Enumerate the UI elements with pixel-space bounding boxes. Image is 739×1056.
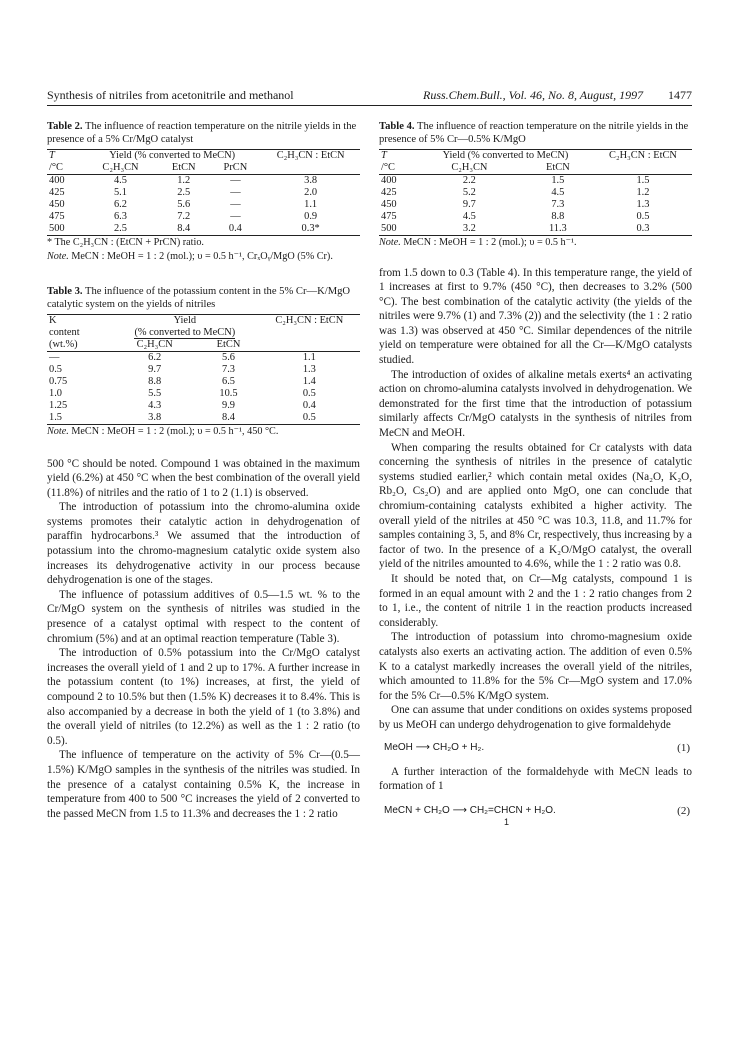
table3-caption: Table 3. The influence of the potassium content in the 5% Cr—K/MgO catalytic system on the yields of nitriles xyxy=(47,286,351,310)
table2 xyxy=(47,149,360,236)
table-cell: 1.3 xyxy=(302,364,316,375)
table-row xyxy=(47,364,360,376)
table4-note: Note. MeCN : MeOH = 1 : 2 (mol.); υ = 0.5 h⁻¹. xyxy=(379,237,577,248)
table-cell: 0.5 xyxy=(302,388,316,399)
t2-h-c2: EtCN xyxy=(158,162,210,175)
table2-note: Note. MeCN : MeOH = 1 : 2 (mol.); υ = 0.5 h⁻¹, CrₓOᵧ/MgO (5% Cr). xyxy=(47,250,333,262)
table-cell: 4.5 xyxy=(551,187,565,198)
table-cell: — xyxy=(49,352,60,363)
page-number: 1477 xyxy=(668,88,692,102)
table-row xyxy=(379,223,692,236)
table-cell: — xyxy=(230,211,241,222)
table3: K Yield C₂H₃CN : EtCN content (% converted to MeCN) (wt.%) C₂H₃CN EtCN — 6.2 5.6 1.1 0.5 9.7 7.3 1.3 0.75 8.8 6.5 1.4 1.0 5.5 10.5 0.5 1.25 4.3 9.9 0.4 1.5 3.8 8.4 0.5 xyxy=(47,314,360,425)
table-cell: 11.3 xyxy=(522,223,594,236)
table-cell: 1.2 xyxy=(636,187,650,198)
table-cell: 475 xyxy=(381,211,397,222)
table-cell: 8.8 xyxy=(551,211,565,222)
table-cell: 7.2 xyxy=(177,211,191,222)
table-cell: 6.2 xyxy=(148,352,162,363)
table-cell: 3.8 xyxy=(304,175,318,186)
table4-caption: Table 4. The influence of reaction temperature on the nitrile yields in the presence of 5% Cr—0.5% K/MgO xyxy=(379,121,689,145)
table-cell: 4.3 xyxy=(148,400,162,411)
paragraph: The introduction of potassium into the chromo-alumina oxide systems promotes their catalytic action in dehydrogenation of paraffin hydrocarbons.³ We assumed that the introduction of potassium into the chromo-magnesium catalytic oxide system also increases its dehydrogenative activity in our process because dehydrogenation is one of the stages. xyxy=(47,501,360,587)
table-row xyxy=(47,388,360,400)
equation-2: MeCN + CH₂O ⟶ CH₂=CHCN + H₂O. (2) 1 xyxy=(384,804,690,827)
table2-footnote: * The C₂H₃CN : (EtCN + PrCN) ratio. xyxy=(47,237,204,248)
after-eq1-text: A further interaction of the formaldehyde with MeCN leads to formation of 1 xyxy=(379,765,692,793)
table-cell: 6.2 xyxy=(113,199,127,210)
left-column xyxy=(47,120,360,821)
table-cell: 425 xyxy=(49,187,65,198)
table-cell: 2.2 xyxy=(462,175,476,186)
table-cell: 1.0 xyxy=(49,388,62,399)
header-rule xyxy=(47,105,692,106)
table-cell: 500 xyxy=(379,223,417,236)
table-cell: 5.5 xyxy=(148,388,162,399)
table-cell: 450 xyxy=(381,199,397,210)
table-cell: 5.1 xyxy=(113,187,127,198)
header-journal: Russ.Chem.Bull., Vol. 46, No. 8, August, 1997 xyxy=(423,88,644,102)
table-cell: 3.8 xyxy=(111,412,198,425)
table-cell: 5.6 xyxy=(222,352,235,363)
table-cell: 1.1 xyxy=(304,199,318,210)
table-row xyxy=(379,199,692,211)
table-cell: 0.4 xyxy=(302,400,316,411)
table-cell: 0.5 xyxy=(49,364,62,375)
t2-h-ratio: C₂H₃CN : EtCN xyxy=(261,150,360,163)
table4: T Yield (% converted to MeCN) C₂H₃CN : EtCN /°C C₂H₃CN EtCN 400 2.2 1.5 1.5 425 5.2 4.5 1.2 450 9.7 7.3 1.3 475 4.5 8.8 0.5 500 3.2 11.3 0.3 xyxy=(379,149,692,236)
table-cell: 5.6 xyxy=(177,199,191,210)
paragraph: 500 °C should be noted. Compound 1 was obtained in the maximum yield (6.2%) at 450 °C when the best combination of the overall yield (11.8%) of nitriles and the ratio of 1 to 2 (1.1) is observed. xyxy=(47,457,360,499)
table-row xyxy=(47,187,360,199)
table-row xyxy=(379,211,692,223)
table-cell: 1.25 xyxy=(49,400,68,411)
table-cell: 3.2 xyxy=(417,223,522,236)
paragraph: It should be noted that, on Cr—Mg catalysts, compound 1 is formed in an equal amount with 2 and the 1 : 2 ratio changes from 2 to 1, i.e., the content of nitrile 1 in the reaction products increased considerably. xyxy=(379,572,692,629)
table2-caption: Table 2. The influence of reaction temperature on the nitrile yields in the presence of a 5% Cr/MgO catalyst xyxy=(47,121,357,145)
table-cell: 1.5 xyxy=(636,175,650,186)
header-title: Synthesis of nitriles from acetonitrile and methanol xyxy=(47,88,294,102)
t2-h-c1: C₂H₃CN xyxy=(83,162,158,175)
table-cell: 500 xyxy=(47,223,83,236)
table-cell: 2.5 xyxy=(83,223,158,236)
table-row xyxy=(47,175,360,188)
t2-h-unit: /°C xyxy=(47,162,83,175)
table-cell: 450 xyxy=(49,199,65,210)
paragraph: One can assume that under conditions on oxides systems proposed by us MeOH can undergo dehydrogenation to give formaldehyde xyxy=(379,704,692,731)
table-cell: 9.9 xyxy=(222,400,235,411)
right-body-text xyxy=(379,266,692,733)
table-cell: 1.5 xyxy=(551,175,565,186)
table-cell: 1.2 xyxy=(177,175,191,186)
table-cell: 6.5 xyxy=(222,376,235,387)
t2-h-T: T xyxy=(47,150,83,163)
table-cell: 400 xyxy=(49,175,65,186)
table-row xyxy=(379,175,692,188)
table-cell: 4.5 xyxy=(113,175,127,186)
t2-h-yield: Yield (% converted to MeCN) xyxy=(83,150,261,163)
table-cell: 8.4 xyxy=(158,223,210,236)
right-column xyxy=(379,120,692,828)
table-row xyxy=(47,376,360,388)
table-cell: 1.3 xyxy=(636,199,650,210)
paragraph: The introduction of potassium into chromo-magnesium oxide catalysts also exerts an activating action. The addition of even 0.5% K to a catalyst markedly increases the overall yield of the nitriles, which amounted to 11.8% for the 5% Cr—MgO system and 17.0% for the 5% Cr—0.5% K/MgO system. xyxy=(379,631,692,702)
table-cell: 0.5 xyxy=(636,211,650,222)
paragraph: The introduction of 0.5% potassium into the Cr/MgO catalyst increases the overall yield of 1 and 2 up to 17%. A further increase in the potassium content (to 1%) increases, at first, the yield of compound 2 to 10.5% but then (1.5% K) decreases it to 8.4%. This is also accompanied by a decrease in both the yield of 1 (to 3.8%) and the overall yield of nitriles (to 12.2%) as well as the 1 : 2 ratio (to 0.5). xyxy=(47,647,360,747)
table-row xyxy=(47,211,360,223)
table-cell: 10.5 xyxy=(219,388,238,399)
table-row xyxy=(379,187,692,199)
equation-1: MeOH ⟶ CH₂O + H₂. (1) xyxy=(384,741,690,754)
table-cell: 8.4 xyxy=(198,412,258,425)
t2-h-c3: PrCN xyxy=(210,162,262,175)
table-cell: 4.5 xyxy=(462,211,476,222)
table-cell: 0.5 xyxy=(259,412,360,425)
paragraph: When comparing the results obtained for Cr catalysts with data concerning the synthesis of nitriles in the presence of catalytic systems studied earlier,² which contain metal oxides (Na₂O, K₂O, Rb₂O, Cs₂O) and are applied onto MgO, one can conclude that chromium-containing catalysts exhibited a higher activity. The overall yield of the nitriles at 450 °C was 10.3, 11.8, and 11.7% for samples containing 3, 5, and 8% Cr, respectively, thus increasing by a factor of two. In the presence of a K₂O/MgO catalyst, the overall yield of the nitriles amounted to 4.6%, while the 1 : 2 ratio was 0.8. xyxy=(379,441,692,571)
table-cell: 0.9 xyxy=(304,211,318,222)
paragraph: The influence of potassium additives of 0.5—1.5 wt. % to the Cr/MgO system on the synthesis of nitriles was studied in the presence of a catalyst optimal with respect to the content of chromium (5%) and at an optimal reaction temperature (Table 3). xyxy=(47,588,360,645)
table-row xyxy=(47,199,360,211)
table-cell: — xyxy=(230,187,241,198)
table-cell: 0.4 xyxy=(210,223,262,236)
table-cell: 1.1 xyxy=(302,352,316,363)
table-row xyxy=(47,223,360,236)
paragraph: The introduction of oxides of alkaline metals exerts⁴ an activating action on chromo-alumina catalysts involved in dehydrogenation. We demonstrated for the first time that the introduction of potassium similarly affects Cr/MgO catalysts in the synthesis of nitriles from MeCN and MeOH. xyxy=(379,368,692,440)
table-cell: — xyxy=(230,199,241,210)
table-cell: — xyxy=(230,175,241,186)
paragraph: The influence of temperature on the activity of 5% Cr—(0.5—1.5%) K/MgO samples in the synthesis of the nitriles was studied. In the presence of a catalyst containing 0.5% K, the increase in temperature from 400 to 500 °C increases the yield of 2 converted to the passed MeCN from 1.5 to 11.3% and decreases the 1 : 2 ratio xyxy=(47,749,360,820)
table-cell: 0.75 xyxy=(49,376,68,387)
left-body-text xyxy=(47,457,360,822)
table-row xyxy=(47,412,360,425)
table-cell: 425 xyxy=(381,187,397,198)
table-cell: 0.3* xyxy=(261,223,360,236)
paragraph: from 1.5 down to 0.3 (Table 4). In this temperature range, the yield of 1 increases at first to 9.7% (450 °C), then decreases to 3.2% (500 °C). The best combination of the catalytic activity (the yields of the nitriles were 9.7% (1) and 7.3% (2)) and the selectivity (the 1 : 2 ratio was 1.3) was observed at 450 °C. Similar dependences of the nitrile yield on temperature were obtained for all the Cr—K/MgO catalysts studied. xyxy=(379,266,692,367)
table-cell: 400 xyxy=(381,175,397,186)
table-cell: 8.8 xyxy=(148,376,162,387)
table-cell: 1.5 xyxy=(47,412,111,425)
table-cell: 6.3 xyxy=(113,211,127,222)
table-cell: 5.2 xyxy=(462,187,476,198)
table-row xyxy=(47,352,360,365)
table-cell: 7.3 xyxy=(222,364,235,375)
table-row xyxy=(47,400,360,412)
table-cell: 7.3 xyxy=(551,199,565,210)
table-cell: 9.7 xyxy=(148,364,162,375)
table3-note: Note. MeCN : MeOH = 1 : 2 (mol.); υ = 0.5 h⁻¹, 450 °C. xyxy=(47,426,279,437)
table-cell: 2.5 xyxy=(177,187,191,198)
table-cell: 1.4 xyxy=(302,376,316,387)
table-cell: 9.7 xyxy=(462,199,476,210)
table-cell: 475 xyxy=(49,211,65,222)
table-cell: 0.3 xyxy=(594,223,692,236)
table-cell: 2.0 xyxy=(304,187,318,198)
